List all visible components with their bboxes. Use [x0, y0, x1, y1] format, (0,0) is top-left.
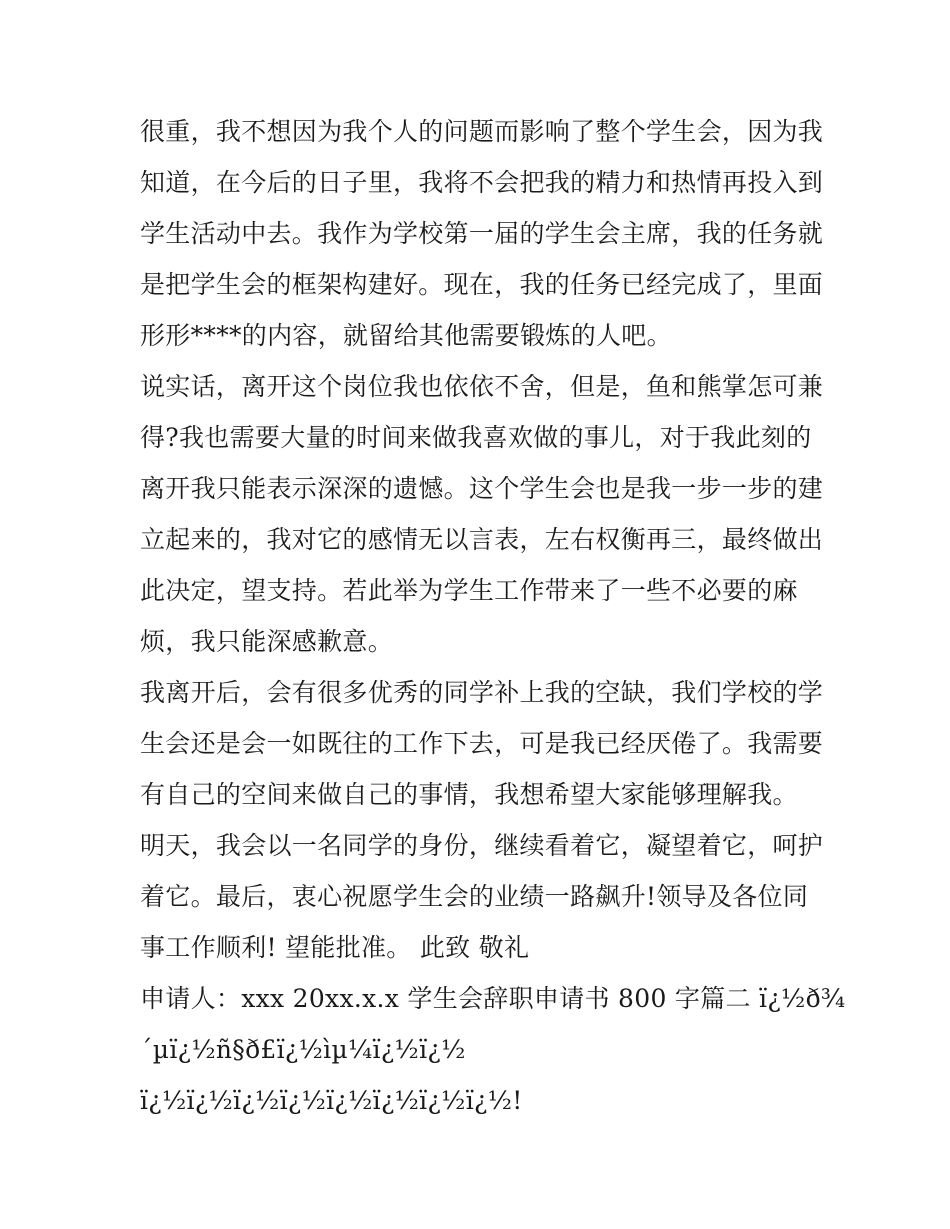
text-line: 说实话，离开这个岗位我也依依不舍，但是，鱼和熊掌怎可兼: [140, 372, 824, 401]
text-line: 事工作顺利! 望能批准。 此致 敬礼: [140, 933, 530, 962]
text-line: 明天，我会以一名同学的身份，继续看着它，凝望着它，呵护: [140, 831, 824, 860]
text-line: 立起来的，我对它的感情无以言表，左右权衡再三，最终做出: [140, 525, 824, 554]
text-line: 是把学生会的框架构建好。现在，我的任务已经完成了，里面: [140, 270, 824, 299]
text-line: 离开我只能表示深深的遗憾。这个学生会也是我一步一步的建: [140, 474, 824, 503]
text-line: 生会还是会一如既往的工作下去，可是我已经厌倦了。我需要: [140, 729, 824, 758]
garbled-text-line: ´µï¿½ñ§ð£ï¿½ìµ¼ï¿½ï¿½: [140, 1035, 466, 1064]
text-line: 很重，我不想因为我个人的问题而影响了整个学生会，因为我: [140, 117, 824, 146]
text-line: 形形****的内容，就留给其他需要锻炼的人吧。: [140, 321, 672, 350]
text-line: 我离开后，会有很多优秀的同学补上我的空缺，我们学校的学: [140, 678, 824, 707]
document-body: [140, 106, 846, 1126]
text-line: 此决定，望支持。若此举为学生工作带来了一些不必要的麻: [140, 576, 798, 605]
applicant-line: 申请人：xxx 20xx.x.x 学生会辞职申请书 800 字篇二 ï¿½ð¾: [140, 984, 846, 1013]
text-line: 有自己的空间来做自己的事情，我想希望大家能够理解我。: [140, 780, 798, 809]
text-line: 知道，在今后的日子里，我将不会把我的精力和热情再投入到: [140, 168, 824, 197]
text-line: 烦，我只能深感歉意。: [140, 627, 394, 656]
text-line: 着它。最后，衷心祝愿学生会的业绩一路飙升!领导及各位同: [140, 882, 809, 911]
text-line: 得?我也需要大量的时间来做我喜欢做的事儿，对于我此刻的: [140, 423, 812, 452]
garbled-text-line: ï¿½ï¿½ï¿½ï¿½ï¿½ï¿½ï¿½ï¿½!: [140, 1086, 523, 1115]
text-line: 学生活动中去。我作为学校第一届的学生会主席，我的任务就: [140, 219, 824, 248]
